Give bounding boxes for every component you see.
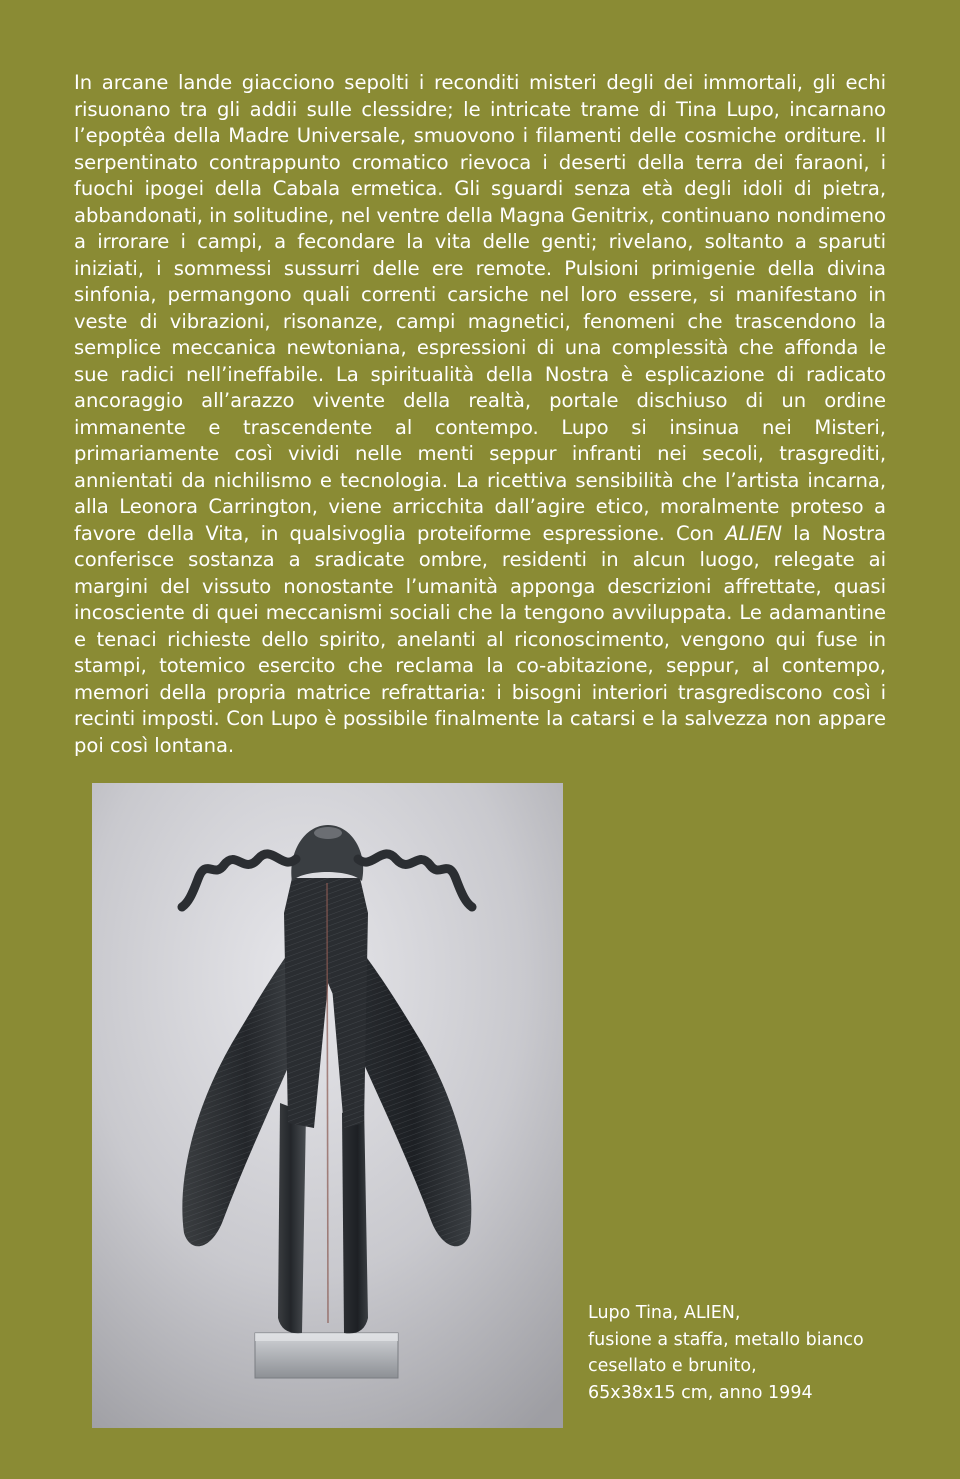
essay-part-1: In arcane lande giacciono sepolti i reconditi misteri degli dei immortali, gli echi risuonano tra gli addii sulle clessidre; le intricate trame di Tina Lupo, incarnano l’epoptêa della Madre Universale, smuovono i filamenti delle cosmiche orditure. Il serpentinato contrappunto cromatico rievoca i deserti della terra dei faraoni, i fuochi ipogei della Cabala ermetica. Gli sguardi senza età degli idoli di pietra, abbandonati, in solitudine, nel ventre della Magna Genitrix, continuano nondimeno a irrorare i campi, a fecondare la vita delle genti; rivelano, soltanto a sparuti iniziati, i sommessi sussurri delle ere remote. Pulsioni primigenie della divina sinfonia, permangono quali correnti carsiche nel loro essere, si manifestano in veste di vibrazioni, risonanze, campi magnetici, fenomeni che trascendono la semplice meccanica newtoniana, espressioni di una complessità che affonda le sue radici nell’ineffabile. La spiritualità della Nostra è esplicazione di radicato ancoraggio all’arazzo vivente della realtà, portale dischiuso di un ordine immanente e trascendente al contempo. Lupo si insinua nei Misteri, primariamente così vividi nelle menti seppur infranti nei secoli, trasgrediti, annientati da nichilismo e tecnologia. La ricettiva sensibilità che l’artista incarna, alla Leonora Carrington, viene arricchita dall’agire etico, moralmente proteso a favore della Vita, in qualsivoglia proteiforme espressione. Con [74, 71, 886, 545]
essay-text [74, 70, 886, 759]
caption-line-technique: fusione a staffa, metallo bianco [588, 1329, 864, 1350]
caption-line-dimensions-year: 65x38x15 cm, anno 1994 [588, 1382, 813, 1403]
artwork-caption [588, 1300, 928, 1406]
caption-line-artist-title: Lupo Tina, ALIEN, [588, 1303, 741, 1323]
sculpture-base [255, 1333, 398, 1378]
caption-line-finish: cesellato e brunito, [588, 1356, 757, 1376]
artwork-title-italic: ALIEN [725, 521, 783, 545]
sculpture-image [92, 783, 563, 1428]
essay-part-2: la Nostra conferisce sostanza a sradicate ombre, residenti in alcun luogo, relegate ai margini del vissuto nonostante l’umanità apponga descrizioni affrettate, quasi incosciente di quei meccanismi sociali che la tengono avviluppata. Le adamantine e tenaci richieste dello spirito, anelanti al riconoscimento, vengono qui fuse in stampi, totemico esercito che reclama la co-abitazione, seppur, al contempo, memori della propria matrice refrattaria: i bisogni interiori trasgrediscono così i recinti imposti. Con Lupo è possibile finalmente la catarsi e la salvezza non appare poi così lontana. [74, 521, 886, 757]
artwork-photo [92, 783, 563, 1428]
